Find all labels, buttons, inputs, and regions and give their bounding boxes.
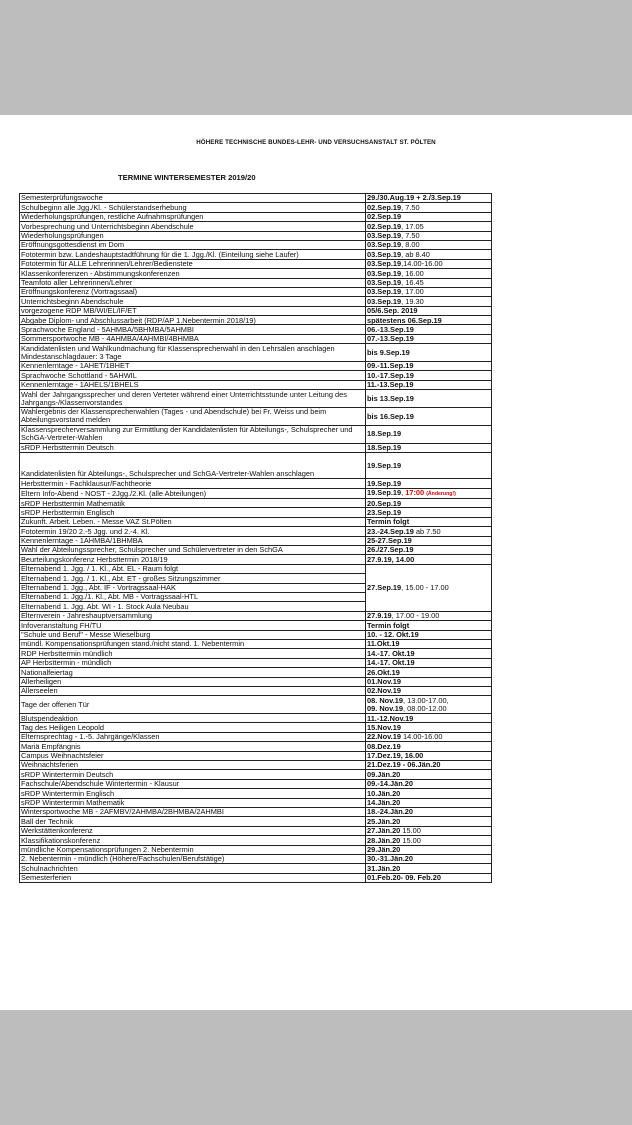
event-cell: Wiederholungsprüfungen, restliche Aufnahmsprüfungen [20,212,366,221]
event-cell: Elternabend 1. Jgg. / 1. Kl., Abt. EL - Raum folgt [20,564,366,573]
event-cell: Werkstättenkonferenz [20,826,366,835]
date-part: 19.Sep.19 [367,478,402,488]
table-row [20,488,492,499]
event-cell: Elternabend 1. Jgg. Abt. WI - 1. Stock Aula Neubau [20,602,366,611]
date-cell [366,203,492,212]
event-cell: RDP Herbsttermin mündlich [20,649,366,658]
date-part: 15.00 [400,826,421,836]
date-cell [366,668,492,677]
event-cell: Fototermin 19/20 2.-5 Jgg. und 2.-4. Kl. [20,527,366,536]
table-row [20,425,492,443]
table-row [20,789,492,798]
date-cell [366,761,492,770]
date-part: bis 9.Sep.19 [367,347,410,357]
date-part: 01.Feb.20- 09. Feb.20 [367,873,441,883]
date-part: 03.Sep.19 [367,249,402,259]
table-row [20,668,492,677]
date-part: 02.Sep.19 [367,202,402,212]
date-cell [366,742,492,751]
date-part: 03.Sep.19 [367,231,402,240]
event-cell: Allerseelen [20,686,366,695]
date-part: 08. Nov.19 [367,695,404,705]
event-cell: Sprachwoche England - 5AHMBA/5BHMBA/5AHMBI [20,325,366,334]
date-cell [366,287,492,296]
event-cell: sRDP Herbsttermin Englisch [20,508,366,517]
date-part: 02.Sep.19 [367,221,402,231]
event-cell: Klassensprecherversammlung zur Ermittlung der Kandidatenlisten für Abteilungs-, Schulsprecher und SchGA-Vertreter-Wahlen [20,425,366,443]
event-cell: vorgezogene RDP MB/WI/EL/IF/ET [20,306,366,315]
event-cell: Campus Weihnachtsfeier [20,751,366,760]
date-cell [366,696,492,714]
schedule-table [19,193,492,883]
table-row [20,555,492,564]
date-part: 27.9.19 [367,611,392,621]
date-part: 22.Nov.19 [367,732,401,742]
table-row [20,854,492,863]
date-part: , 7.50 [401,231,420,240]
date-cell [366,453,492,479]
date-part: spätestens 06.Sep.19 [367,315,442,325]
table-row [20,250,492,259]
date-part: 20.Sep.19 [367,498,402,508]
date-cell [366,751,492,760]
event-cell: Elternabend 1. Jgg./1. Kl., Abt. MB - Vortragssaal-HTL [20,592,366,601]
table-row [20,546,492,555]
event-cell: Eröffnungskonferenz (Vortragssaal) [20,287,366,296]
date-cell [366,479,492,488]
date-cell [366,845,492,854]
date-cell [366,639,492,648]
table-row [20,508,492,517]
event-cell: Semesterferien [20,873,366,882]
event-cell: Klassenkonferenzen - Abstimmungskonferenzen [20,269,366,278]
table-row [20,269,492,278]
event-cell: sRDP Herbsttermin Mathematik [20,499,366,508]
date-cell [366,316,492,325]
table-row [20,564,492,573]
table-row [20,779,492,788]
date-cell [366,611,492,620]
date-cell [366,873,492,882]
event-cell: Elternverein - Jahreshauptversammlung [20,611,366,620]
date-part: , 16.45 [401,278,424,287]
event-cell: Kennenlerntage - 1AHET/1BHET [20,362,366,371]
table-row [20,287,492,296]
event-cell: AP Herbsttermin - mündlich [20,658,366,667]
date-cell [366,555,492,564]
date-cell [366,306,492,315]
date-part: 18.Sep.19 [367,443,402,453]
date-part: 10.Jän.20 [367,788,401,798]
event-cell: Kennenlerntage - 1AHELS/1BHELS [20,380,366,389]
table-row [20,723,492,732]
date-part: 15.00 [400,835,421,845]
table-row [20,807,492,816]
date-part: , 8.00 [401,240,420,250]
date-cell [366,686,492,695]
table-row [20,770,492,779]
event-cell: Semesterprüfungswoche [20,194,366,203]
school-name: HÖHERE TECHNISCHE BUNDES-LEHR- UND VERSUCHSANSTALT ST. PÖLTEN [196,139,436,146]
table-row [20,297,492,306]
event-cell: Schulbeginn alle Jgg./Kl. - Schülerstandserhebung [20,203,366,212]
table-row [20,630,492,639]
date-part: 01.Nov.19 [367,677,401,686]
date-cell [366,536,492,545]
date-cell [366,344,492,362]
event-cell: 2. Nebentermin - mündlich (Höhere/Fachschulen/Berufstätige) [20,854,366,863]
date-cell [366,362,492,371]
table-row [20,316,492,325]
date-part: , 7.50 [401,202,420,212]
event-cell: Kandidatenlisten für Abteilungs-, Schulsprecher und SchGA-Vertreter-Wahlen anschlagen [20,453,366,479]
date-part: 28.Jän.20 [367,835,401,845]
date-part: , 15.00 - 17.00 [401,583,449,593]
table-row [20,696,492,714]
date-cell [366,630,492,639]
table-row [20,194,492,203]
date-cell [366,380,492,389]
table-row [20,873,492,882]
date-part: 21.Dez.19 - 06.Jän.20 [367,760,441,770]
date-part: 17.Dez.19, 16.00 [367,751,424,761]
date-part: 02.Nov.19 [367,686,401,696]
table-row [20,517,492,526]
table-row [20,453,492,479]
date-part: 09.-11.Sep.19 [367,361,414,371]
date-cell [366,770,492,779]
table-row [20,278,492,287]
date-cell [366,817,492,826]
event-cell: Wiederholungsprüfungen [20,231,366,240]
date-part: , 16.00 [401,268,424,278]
table-row [20,686,492,695]
table-row [20,677,492,686]
table-row [20,751,492,760]
table-row [20,742,492,751]
date-part: 03.Sep.19 [367,259,402,269]
table-row [20,231,492,240]
table-row [20,380,492,389]
date-part: 08.Dez.19 [367,741,401,751]
event-cell: Fachschule/Abendschule Wintertermin - Klausur [20,779,366,788]
event-cell: Vorbesprechung und Unterrichtsbeginn Abendschule [20,222,366,231]
table-row [20,536,492,545]
date-part: 25.Jän.20 [367,816,401,826]
event-cell: Fototermin für ALLE Lehrerinnen/Lehrer/Bedienstete [20,259,366,268]
table-row [20,203,492,212]
date-cell [366,334,492,343]
event-cell: Beurteilungskonferenz Herbsttermin 2018/19 [20,555,366,564]
date-cell [366,269,492,278]
table-row [20,212,492,221]
date-part: ab 7.50 [413,526,441,536]
event-cell: Tage der offenen Tür [20,696,366,714]
date-cell [366,677,492,686]
date-part: 10. - 12. Okt.19 [367,630,419,639]
event-cell: sRDP Herbsttermin Deutsch [20,443,366,452]
event-cell: Allerheiligen [20,677,366,686]
table-row [20,864,492,873]
event-cell: Teamfoto aller Lehrerinnen/Lehrer [20,278,366,287]
date-part: 19.Sep.19 [367,488,402,497]
date-part: 31.Jän.20 [367,863,401,873]
document-page [0,115,632,1010]
date-part: 05/6.Sep. 2019 [367,306,418,316]
table-row [20,408,492,426]
table-row [20,639,492,648]
date-cell [366,546,492,555]
date-part: 27.Jän.20 [367,826,401,836]
date-cell [366,325,492,334]
table-row [20,362,492,371]
table-row [20,259,492,268]
date-part: 03.Sep.19 [367,240,402,250]
event-cell: "Schule und Beruf" - Messe Wieselburg [20,630,366,639]
date-part: , 17.00 [401,287,424,297]
event-cell: Fototermin bzw. Landeshauptstadtführung für die 1. Jgg./Kl. (Einteilung siehe Laufer) [20,250,366,259]
table-row [20,798,492,807]
date-part: 03.Sep.19 [367,278,402,287]
date-part: , 08.00-12.00 [403,703,447,713]
date-part: bis 16.Sep.19 [367,411,414,421]
event-cell: Elternabend 1. Jgg. / 1. Kl., Abt. ET - großes Sitzungszimmer [20,574,366,583]
date-part: 06.-13.Sep.19 [367,324,414,334]
date-cell [366,714,492,723]
event-cell: Tag des Heiligen Leopold [20,723,366,732]
date-part: 25-27.Sep.19 [367,536,412,546]
table-row [20,499,492,508]
date-part: 03.Sep.19 [367,296,402,306]
date-part: 27.9.19, 14.00 [367,554,415,564]
event-cell: Kennenlerntage - 1AHMBA/1BHMBA [20,536,366,545]
date-part: 09.-14.Jän.20 [367,779,414,789]
event-cell: Klassifikationskonferenz [20,836,366,845]
event-cell: sRDP Wintertermin Englisch [20,789,366,798]
table-row [20,222,492,231]
event-cell: Herbsttermin - Fachklausur/Fachtheorie [20,479,366,488]
event-cell: Mariä Empfängnis [20,742,366,751]
event-cell: sRDP Wintertermin Deutsch [20,770,366,779]
event-cell: Eröffnungsgottesdienst im Dom [20,240,366,249]
date-part: 09. Nov.19 [367,703,404,713]
date-part: 19.Sep.19 [367,460,402,470]
date-part: Termin folgt [367,620,410,630]
table-row [20,836,492,845]
table-row [20,325,492,334]
event-cell: Ball der Technik [20,817,366,826]
date-cell [366,723,492,732]
date-cell [366,212,492,221]
table-row [20,845,492,854]
date-part: 29.Jän.20 [367,845,401,854]
event-cell: mündl. Kompensationsprüfungen stand./nicht stand. 1. Nebentermin [20,639,366,648]
date-part: 14.00-16.00 [400,732,443,742]
date-part: 09.Jän.20 [367,769,401,779]
date-part: 27.Sep.19 [367,583,402,593]
date-part: , 17.05 [401,221,424,231]
table-row [20,344,492,362]
event-cell: Schulnachrichten [20,864,366,873]
date-part: 07.-13.Sep.19 [367,334,414,344]
date-cell [366,278,492,287]
date-cell [366,425,492,443]
event-cell: Wahl der Abteilungssprecher, Schulsprecher und Schülervertreter in den SchGA [20,546,366,555]
date-part: bis 13.Sep.19 [367,393,414,403]
date-part: 11.-12.Nov.19 [367,713,414,723]
date-cell [366,527,492,536]
date-cell [366,564,492,611]
event-cell: Unterrichtsbeginn Abendschule [20,297,366,306]
date-cell [366,194,492,203]
table-row [20,240,492,249]
event-cell: Blutspendeaktion [20,714,366,723]
date-cell [366,836,492,845]
date-cell [366,488,492,499]
date-part: 14.Jän.20 [367,798,401,808]
date-part: 26.Okt.19 [367,667,400,677]
event-cell: Eltern Info-Abend - NOST - 2Jgg./2.Kl. (alle Abteilungen) [20,488,366,499]
date-part: 18.-24.Jän.20 [367,807,414,817]
event-cell: Zukunft. Arbeit. Leben. - Messe VAZ St.Pölten [20,517,366,526]
date-cell [366,779,492,788]
date-cell [366,807,492,816]
date-part: , [401,488,406,497]
date-part: 26./27.Sep.19 [367,545,414,555]
date-part: 30.-31.Jän.20 [367,854,414,864]
table-row [20,732,492,741]
date-cell [366,390,492,408]
date-part: 03.Sep.19 [367,268,402,278]
date-cell [366,222,492,231]
event-cell: Sommersportwoche MB - 4AHMBA/4AHMBI/4BHMBA [20,334,366,343]
table-row [20,817,492,826]
date-part: 14.-17. Okt.19 [367,648,415,658]
date-cell [366,231,492,240]
table-row [20,621,492,630]
event-cell: Wahlergebnis der Klassensprecherwahlen (Tages - und Abendschule) bei Fr. Weiss und beim Abteilungsvorstand melden [20,408,366,426]
event-cell: Abgabe Diplom- und Abschlussarbeit (RDP/AP 1.Nebentermin 2018/19) [20,316,366,325]
date-cell [366,408,492,426]
date-cell [366,508,492,517]
event-cell: Kandidatenlisten und Wahlkundmachung für Klassensprecherwahl in den Lehrsälen anschlagen Mindestanschlagdauer: 3 Tage [20,344,366,362]
table-row [20,306,492,315]
table-row [20,649,492,658]
date-part: 03.Sep.19 [367,287,402,297]
date-cell [366,621,492,630]
date-part: 23.-24.Sep.19 [367,526,414,536]
date-part: , 19.30 [401,296,424,306]
table-row [20,658,492,667]
table-row [20,371,492,380]
table-row [20,479,492,488]
date-part: 14.-17. Okt.19 [367,658,415,668]
table-row [20,826,492,835]
date-cell [366,240,492,249]
event-cell: sRDP Wintertermin Mathematik [20,798,366,807]
date-part: 15.Nov.19 [367,722,401,732]
table-row [20,443,492,452]
date-cell [366,854,492,863]
date-cell [366,658,492,667]
date-cell [366,789,492,798]
table-row [20,611,492,620]
date-part: 17:00 [405,488,425,497]
event-cell: Nationalfeiertag [20,668,366,677]
event-cell: Elternsprechtag - 1.-5. Jahrgänge/Klassen [20,732,366,741]
date-cell [366,250,492,259]
date-part: , ab 8.40 [401,249,430,259]
date-part: ,14.00-16.00 [401,259,443,269]
date-part: 29./30.Aug.19 + 2./3.Sep.19 [367,193,461,203]
event-cell: Sprachwoche Schottland - 5AHWIL [20,371,366,380]
date-part: Termin folgt [367,517,410,527]
document-title: TERMINE WINTERSEMESTER 2019/20 [118,173,256,182]
event-cell: Elternabend 1. Jgg., Abt. IF - Vortragssaal-HAK [20,583,366,592]
event-cell: mündliche Kompensationsprüfungen 2. Nebentermin [20,845,366,854]
date-cell [366,371,492,380]
table-row [20,714,492,723]
date-part: 02.Sep.19 [367,212,402,222]
date-part: 10.-17.Sep.19 [367,370,414,380]
event-cell: Infoveranstaltung FH/TU [20,621,366,630]
date-cell [366,499,492,508]
date-cell [366,297,492,306]
date-part: 23.Sep.19 [367,507,402,517]
date-cell [366,517,492,526]
date-part: 18.Sep.19 [367,429,402,439]
date-cell [366,798,492,807]
date-part: 11.Okt.19 [367,639,400,649]
table-row [20,527,492,536]
table-row [20,761,492,770]
date-cell [366,732,492,741]
event-cell: Wahl der Jahrgangssprecher und deren Verteter während einer Unterrichtsstunde unter Leitung des Jahrgangs-/Klassenvorstandes [20,390,366,408]
date-part: , 13.00-17.00, [403,695,449,705]
date-part: , 17.00 - 19.00 [391,611,440,621]
date-cell [366,826,492,835]
date-cell [366,443,492,452]
table-row [20,390,492,408]
date-cell [366,864,492,873]
date-cell [366,649,492,658]
date-cell [366,259,492,268]
date-part: 11.-13.Sep.19 [367,380,414,390]
event-cell: Weihnachtsferien [20,761,366,770]
date-part: (Änderung!) [426,490,456,497]
table-row [20,334,492,343]
event-cell: Wintersportwoche MB - 2AFMBV/2AHMBA/2BHMBA/2AHMBI [20,807,366,816]
